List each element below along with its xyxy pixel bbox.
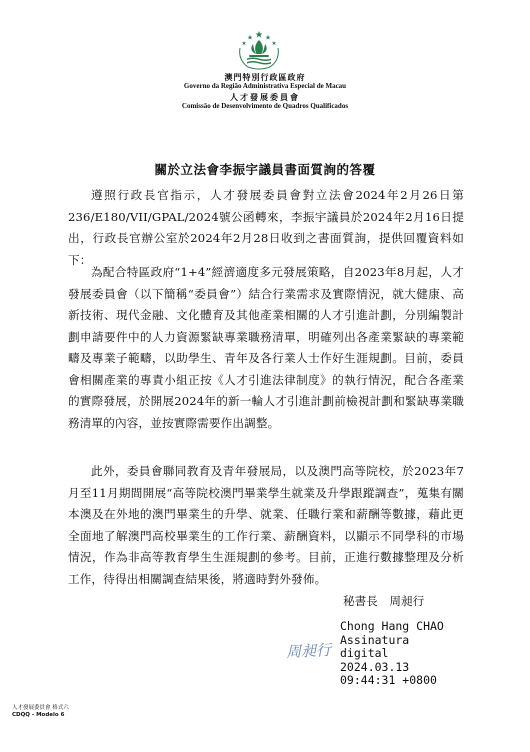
digital-signature-date: 2024.03.13 (340, 659, 410, 674)
macau-emblem-icon (236, 30, 282, 70)
body-paragraph-1: 遵照行政長官指示，人才發展委員會對立法會2024年2月26日第236/E180/VII/GPAL/2024號公函轉來，李振宇議員於2024年2月16日提出，行政長官辦公室於2024年2月28日收到之書面質詢，提供回覆資料如下： (68, 188, 464, 267)
digital-signature-block (340, 620, 444, 688)
footer-form-code-pt: CDQQ - Modelo 6 (12, 712, 65, 718)
handwritten-signature: 周昶行 (285, 640, 332, 662)
digital-signature-label: Assinatura (340, 632, 410, 647)
digital-signature-label-2: digital (340, 646, 389, 660)
digital-signature-time: 09:44:31 +0800 (340, 673, 437, 687)
commission-name-pt: Comissão de Desenvolvimento de Quadros Qualificados (181, 102, 349, 110)
body-paragraph-3: 此外，委員會聯同教育及青年發展局，以及澳門高等院校，於2023年7月至11月期間開展“高等院校澳門畢業學生就業及升學跟蹤調查”，蒐集有關本澳及在外地的澳門畢業生的升學、就業、任職行業和薪酬等數據，藉此更全面地了解澳門高校畢業生的工作行業、薪酬資料，以顯示不同學科的市場情況，作為非高等教育學生生涯規劃的參考。目前，正進行數據整理及分析工作，待得出相關調查結果後，將適時對外發佈。 (68, 464, 464, 586)
document-title: 關於立法會李振宇議員書面質詢的答覆 (154, 162, 376, 177)
signatory-title: 秘書長 周昶行 (343, 594, 425, 608)
footer-form-code-zh: 人才發展委員會 格式六 (12, 705, 69, 711)
commission-name-zh: 人才發展委員會 (230, 92, 300, 102)
government-name-pt: Governo da Região Administrativa Especial de Macau (183, 82, 347, 90)
body-paragraph-2: 為配合特區政府“1+4”經濟適度多元發展策略，自2023年8月起，人才發展委員會（以下簡稱“委員會”）結合行業需求及實際情況，就大健康、高新技術、現代金融、文化體育及其他產業相關的人才引進計劃，分別編製計劃申請要件中的人力資源緊缺專業職務清單，明確列出各產業緊缺的專業範疇及專業子範疇，以助學生、青年及各行業人士作好生涯規劃。目前，委員會相關產業的專責小組正按《人才引進法律制度》的執行情況，配合各產業的實際發展，於開展2024年的新一輪人才引進計劃前檢視計劃和緊缺專業職務清單的內容，並按實際需要作出調整。 (68, 265, 464, 430)
digital-signature-name: Chong Hang CHAO (340, 619, 444, 633)
government-name-zh: 澳門特別行政區政府 (224, 72, 306, 82)
